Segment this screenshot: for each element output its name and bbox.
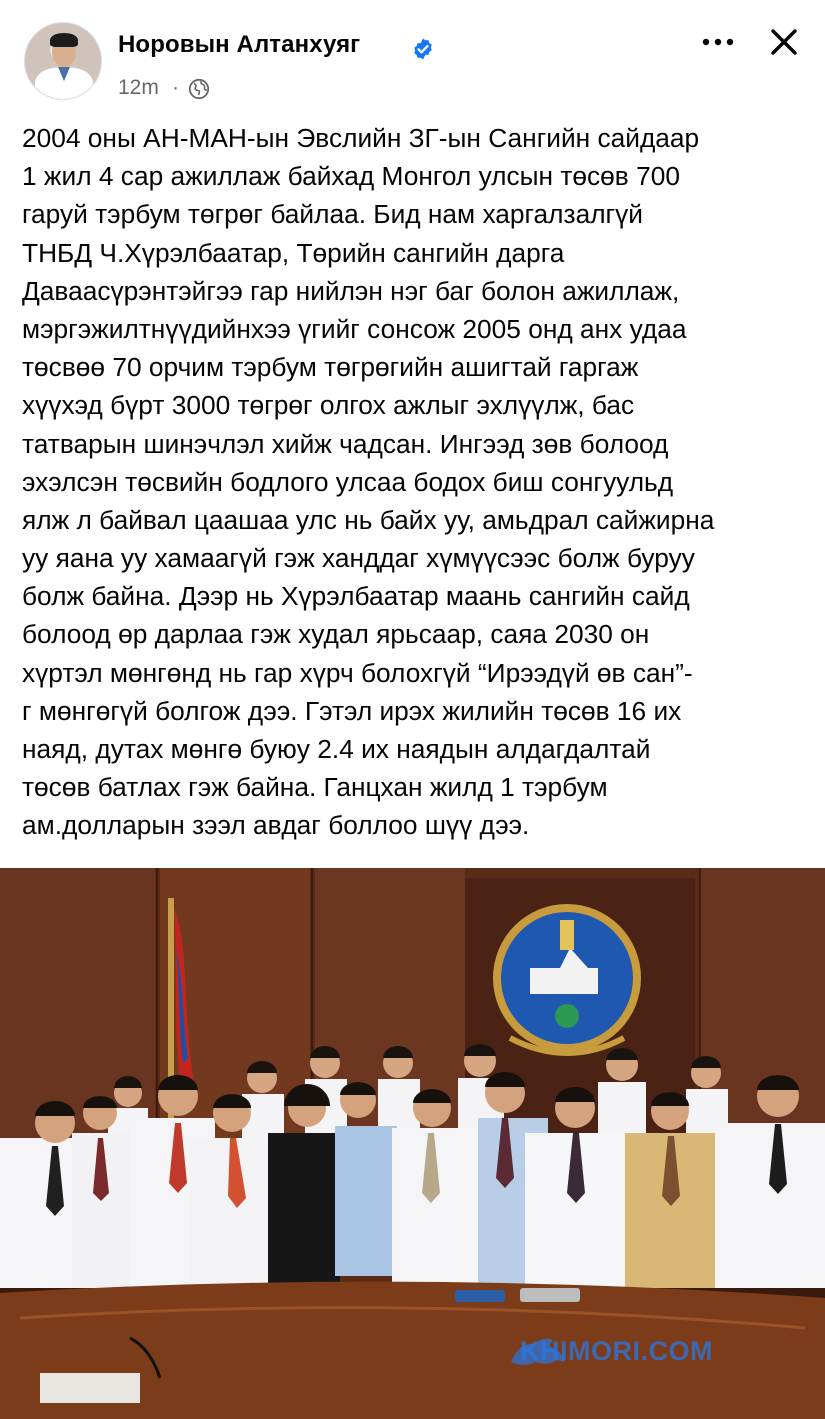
post-text-line: ялж л байвал цаашаа улс нь байх уу, амьдрал сайжирна	[22, 504, 715, 535]
avatar[interactable]	[24, 22, 102, 100]
post-header	[0, 0, 825, 112]
post-text-line: гаруй тэрбум төгрөг байлаа. Бид нам харгалзалгүй	[22, 199, 643, 230]
post-text-line: татварын шинэчлэл хийж чадсан. Ингээд зөв болоод	[22, 428, 669, 459]
post-text-line: мэргэжилтнүүдийнхээ үгийг сонсож 2005 онд анх удаа	[22, 313, 687, 344]
post-text-line: ТНБД Ч.Хүрэлбаатар, Төрийн сангийн дарга	[22, 237, 565, 268]
post-text-line: Даваасүрэнтэйгээ гар нийлэн нэг баг болон ажиллаж,	[22, 275, 680, 306]
post-text-line: хүүхэд бүрт 3000 төгрөг олгох ажлыг эхлүүлж, бас	[22, 390, 635, 421]
watermark-text: KHIMORI.COM	[520, 1336, 713, 1366]
post-text-line: ам.долларын зээл авдаг боллоо шүү дээ.	[22, 810, 530, 841]
post-text-line: наяд, дутах мөнгө буюу 2.4 их наядын алдагдалтай	[22, 734, 651, 764]
close-icon[interactable]	[766, 24, 802, 60]
verified-badge-icon	[411, 37, 435, 61]
post-text-line: болоод өр дарлаа гэж худал ярьсаар, саяа 2030 он	[22, 619, 650, 650]
post-text-line: уу яана уу хамаагүй гэж ханддаг хүмүүсээс болж буруу	[22, 543, 695, 574]
post-text-line: г мөнгөгүй болгож дээ. Гэтэл ирэх жилийн төсөв 16 их	[22, 695, 682, 726]
more-options-icon[interactable]	[698, 30, 738, 54]
post-text-line: эхэлсэн төсвийн бодлого улсаа бодох биш сонгуульд	[22, 466, 674, 497]
post-text-line: болж байна. Дээр нь Хүрэлбаатар маань сангийн сайд	[22, 581, 690, 612]
post-timestamp[interactable]: 12m	[118, 76, 159, 99]
post-text	[22, 119, 807, 845]
globe-icon	[188, 78, 210, 100]
timestamp-separator: ·	[172, 76, 179, 99]
post-text-line: хүртэл мөнгөнд нь гар хүрч болохгүй “Ирээдүй өв сан”-	[22, 657, 693, 688]
post-text-line: 2004 оны АН-МАН-ын Эвслийн ЗГ-ын Сангийн сайдаар	[22, 123, 700, 153]
post-text-line: төсөв батлах гэж байна. Ганцхан жилд 1 тэрбум	[22, 772, 608, 803]
author-name[interactable]: Норовын Алтанхуяг	[118, 31, 361, 58]
post-text-line: төсвөө 70 орчим тэрбум төгрөгийн ашигтай гаргаж	[22, 352, 639, 383]
post-text-line: 1 жил 4 сар ажиллаж байхад Монгол улсын төсөв 700	[22, 161, 680, 192]
